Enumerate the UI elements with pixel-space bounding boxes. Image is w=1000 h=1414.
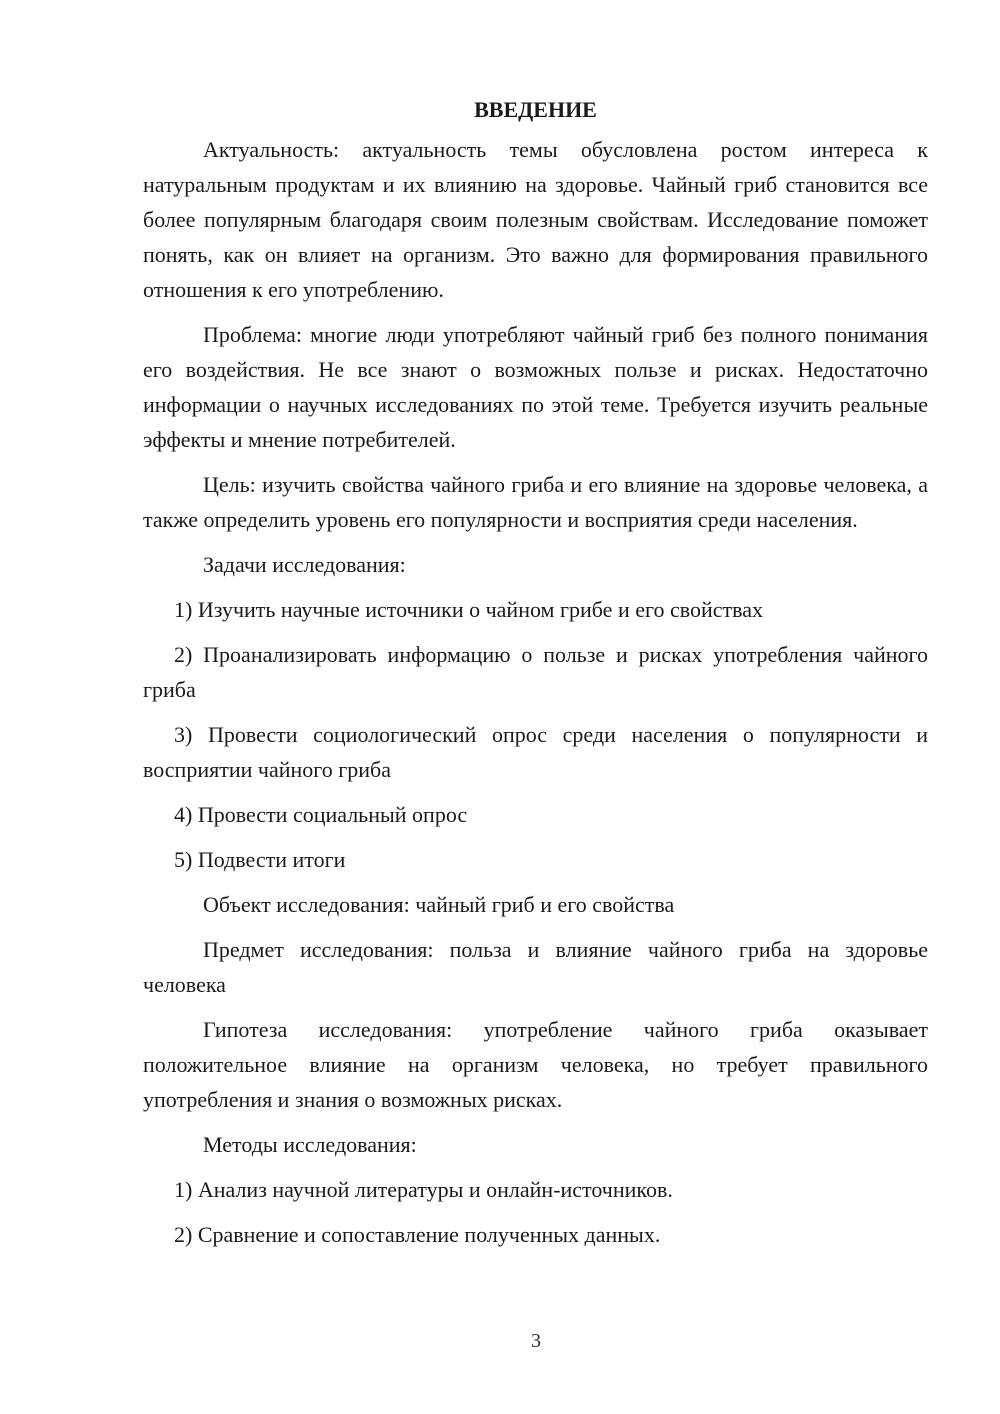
task-item-5: 5) Подвести итоги — [174, 847, 346, 872]
paragraph-object: Объект исследования: чайный гриб и его свойства — [203, 892, 675, 917]
task-item-3: 3) Провести социологический опрос среди населения о популярности и восприятии чайного гриба — [143, 722, 928, 782]
document-page — [143, 94, 928, 1262]
methods-title: Методы исследования: — [203, 1132, 417, 1157]
section-heading: ВВЕДЕНИЕ — [474, 97, 597, 122]
paragraph-goal: Цель: изучить свойства чайного гриба и его влияние на здоровье человека, а также определить уровень его популярности и восприятия среди населения. — [143, 472, 928, 532]
tasks-title: Задачи исследования: — [203, 552, 406, 577]
paragraph-problem: Проблема: многие люди употребляют чайный гриб без полного понимания его воздействия. Не все знают о возможных пользе и рисках. Недостаточно информации о научных исследованиях по этой теме. Требуется изучить реальные эффекты и мнение потребителей. — [143, 322, 928, 452]
method-item-2: 2) Сравнение и сопоставление полученных данных. — [174, 1222, 661, 1247]
task-item-1: 1) Изучить научные источники о чайном грибе и его свойствах — [174, 597, 763, 622]
paragraph-subject: Предмет исследования: польза и влияние чайного гриба на здоровье человека — [143, 937, 928, 997]
method-item-1: 1) Анализ научной литературы и онлайн-источников. — [174, 1177, 673, 1202]
paragraph-hypothesis: Гипотеза исследования: употребление чайного гриба оказывает положительное влияние на организм человека, но требует правильного употребления и знания о возможных рисках. — [143, 1017, 928, 1112]
page-number: 3 — [531, 1330, 541, 1352]
paragraph-relevance: Актуальность: актуальность темы обусловлена ростом интереса к натуральным продуктам и их влиянию на здоровье. Чайный гриб становится все более популярным благодаря своим полезным свойствам. Исследование поможет понять, как он влияет на организм. Это важно для формирования правильного отношения к его употреблению. — [143, 137, 928, 302]
task-item-2: 2) Проанализировать информацию о пользе и рисках употребления чайного гриба — [143, 642, 928, 702]
task-item-4: 4) Провести социальный опрос — [174, 802, 468, 827]
